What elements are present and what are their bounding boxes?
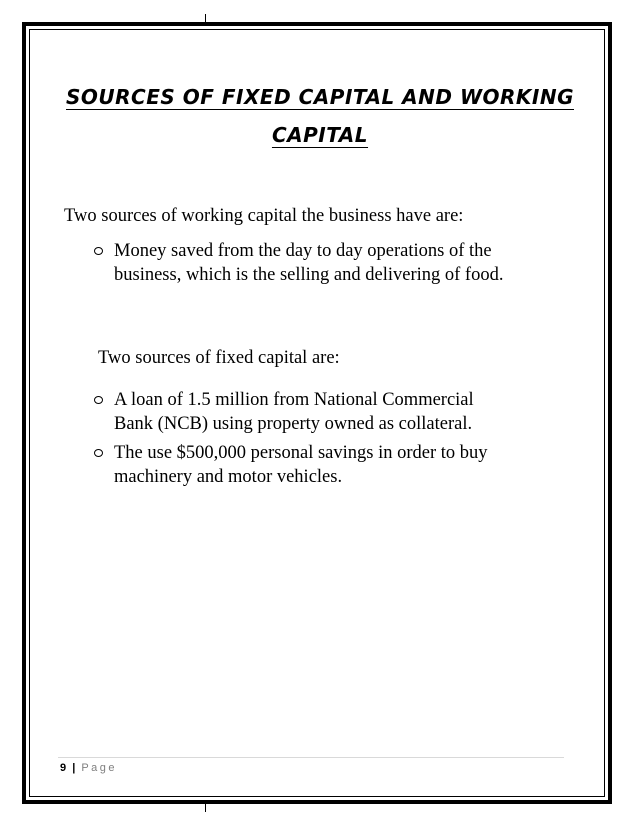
list-item [91,441,488,489]
list-item-line-1: A loan of 1.5 million from National Commercial [114,390,474,410]
fixed-capital-list [91,388,488,494]
page-title [60,78,580,154]
list-item-line-1: Money saved from the day to day operations of the [114,241,492,261]
page-title-line-2: CAPITAL [271,123,369,147]
footer-divider [58,757,564,758]
list-item-line-2: machinery and motor vehicles. [114,467,343,487]
page-label: Page [81,762,118,774]
bullet-icon [94,449,103,457]
bullet-icon [94,247,103,255]
page-title-line-1: SOURCES OF FIXED CAPITAL AND WORKING [66,85,574,109]
crop-mark-bottom [205,804,206,812]
working-capital-list [91,239,503,292]
list-item-line-2: business, which is the selling and delivering of food. [114,265,504,285]
page-number: 9 [60,762,67,774]
list-item [91,239,503,287]
list-item-line-1: The use $500,000 personal savings in order to buy [114,443,488,463]
crop-mark-top [205,14,206,22]
page-footer [60,761,117,775]
list-item [91,388,488,436]
bullet-icon [94,396,103,404]
working-capital-intro: Two sources of working capital the business have are: [64,206,464,226]
list-item-line-2: Bank (NCB) using property owned as collateral. [114,414,473,434]
footer-separator: | [72,762,76,774]
fixed-capital-intro: Two sources of fixed capital are: [98,348,340,368]
